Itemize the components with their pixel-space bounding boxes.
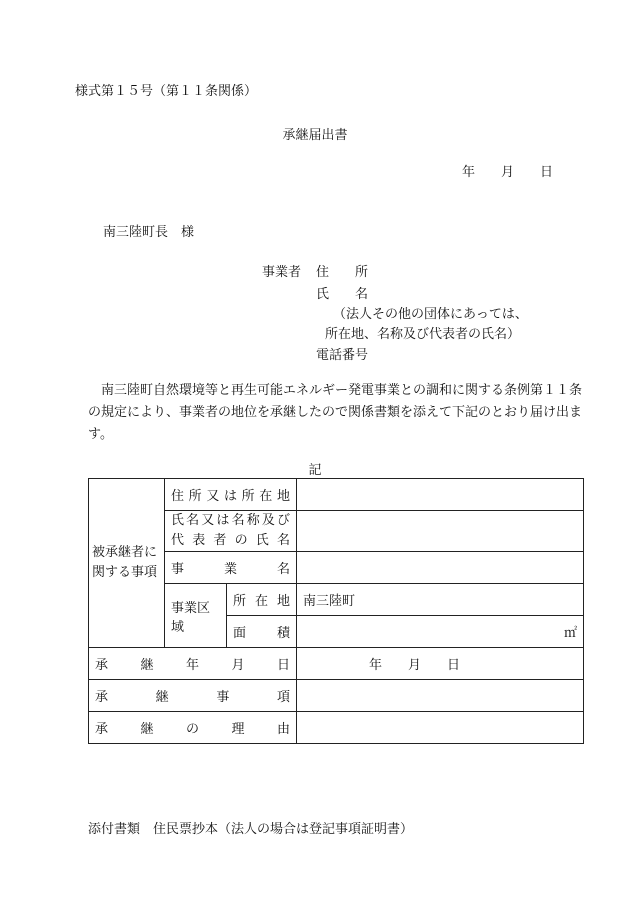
succession-month: 月 [408,658,422,673]
jt-label: 承 継 の 理 由 [95,722,291,737]
table-row [89,648,584,680]
area-unit: ㎡ [564,626,578,641]
succession-date-value[interactable] [297,648,584,680]
address-or-location-label [165,479,297,511]
document-title: 承継届出書 [282,128,348,143]
business-name-label [165,552,297,584]
business-name-value[interactable] [297,552,584,584]
body-paragraph: 南三陸町自然環境等と再生可能エネルギー発電事業との調和に関する条例第１１条の規定により、事業者の地位を承継したので関係書類を添えて下記のとおり届け出ます。 [88,383,583,442]
area-label [227,616,297,648]
succession-reason-label [89,712,297,744]
applicant-label: 事業者 [262,265,302,280]
location-value[interactable]: 南三陸町 [297,584,584,616]
name-value[interactable] [297,511,584,552]
table-row [89,479,584,511]
jt-label: 住 所 又 は 所 在 地 [171,489,290,504]
location-label [227,584,297,616]
applicant-name-label: 氏 名 [316,287,369,302]
attachments-note: 添付書類 住民票抄本（法人の場合は登記事項証明書） [88,822,414,837]
jt-label: 承 継 年 月 日 [95,658,291,673]
jt-label: 承 継 事 項 [95,690,290,705]
address-or-location-value[interactable] [297,479,584,511]
applicant-phone-label: 電話番号 [316,348,369,363]
form-number: 様式第１５号（第１１条関係） [75,84,258,99]
date-year: 年 [462,165,476,180]
applicant-address-label: 住 所 [316,265,369,280]
jt-label: 所 在 地 [233,594,291,609]
applicant-corp-note-1: （法人その他の団体にあっては、 [333,307,528,322]
date-month: 月 [501,165,515,180]
succession-matter-value[interactable] [297,680,584,712]
ki-heading: 記 [308,463,322,478]
succession-day: 日 [447,658,461,673]
table-row [89,712,584,744]
recipient: 南三陸町長 様 [103,225,195,240]
jt-label: 面 積 [233,626,291,641]
succession-year: 年 [369,658,383,673]
area-value[interactable] [297,616,584,648]
jt-label: 代 表 者 の 氏 名 [171,533,290,548]
predecessor-section-label: 被承継者に 関する事項 [89,479,165,648]
applicant-corp-note-2: 所在地、名称及び代表者の氏名） [325,327,521,342]
jt-label: 氏 名 又 は 名 称 及 び [171,513,290,528]
succession-matter-label [89,680,297,712]
date-day: 日 [540,165,554,180]
succession-reason-value[interactable] [297,712,584,744]
table-row [89,680,584,712]
succession-date-label [89,648,297,680]
date-line [462,161,553,180]
jt-label: 事 業 名 [171,562,291,577]
succession-form-table [88,478,584,744]
business-area-label: 事業区域 [165,584,227,648]
name-label [165,511,297,552]
